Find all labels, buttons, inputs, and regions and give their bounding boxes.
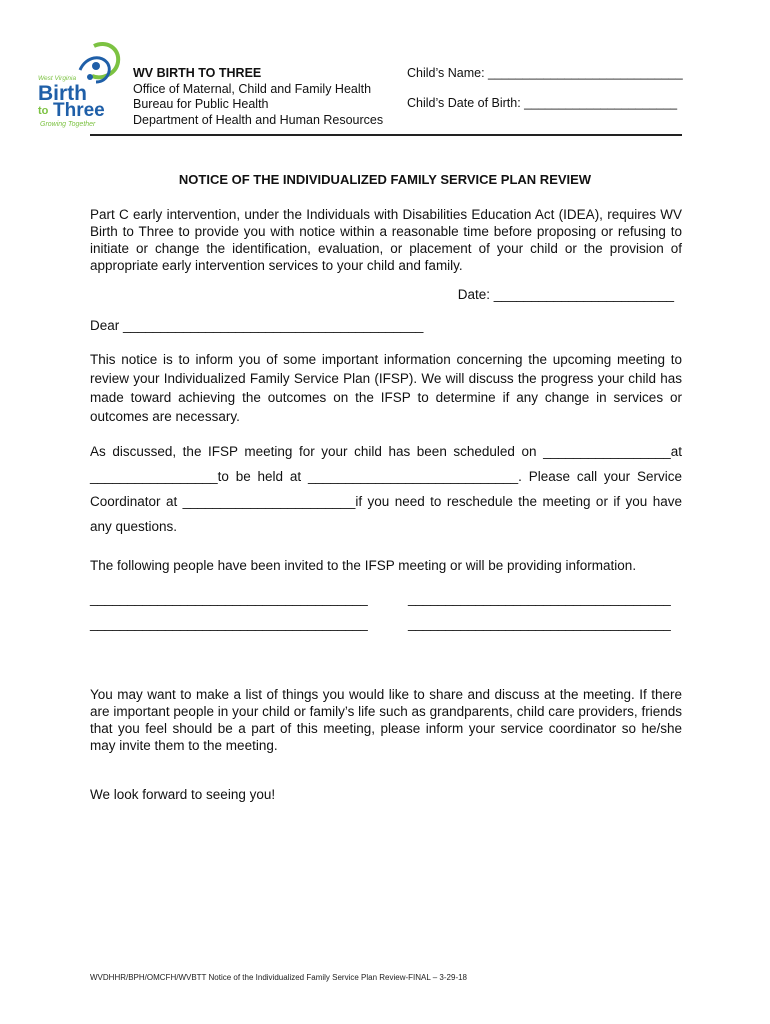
- share-paragraph: You may want to make a list of things you would like to share and discuss at the meeting. If there are important people in your child or family’s life such as grandparents, child care providers, friends that you feel should be a part of this meeting, please inform your service coordinator so he/she may invite them to the meeting.: [90, 687, 682, 753]
- birth-to-three-logo: [36, 40, 128, 128]
- organization-block: [133, 66, 383, 128]
- purpose-paragraph: This notice is to inform you of some important information concerning the upcoming meeting to review your Individualized Family Service Plan (IFSP). We will discuss the progress your child has made toward achieving the outcomes on the IFSP to determine if any change in services or outcomes are necessary.: [90, 352, 682, 424]
- child-info-block: [407, 66, 683, 111]
- date-field[interactable]: Date: ________________________: [457, 287, 674, 302]
- invitee-line[interactable]: ___________________________________: [408, 591, 671, 606]
- logo-three: Three: [53, 100, 105, 121]
- org-name: WV BIRTH TO THREE: [133, 66, 262, 80]
- child-name-field[interactable]: Child’s Name: ____________________________: [407, 66, 683, 80]
- closing-line: We look forward to seeing you!: [90, 787, 276, 802]
- org-line: Bureau for Public Health: [133, 97, 269, 111]
- org-line: Department of Health and Human Resources: [133, 112, 384, 127]
- logo-state: West Virginia: [38, 75, 77, 82]
- logo-birth: Birth: [38, 82, 87, 105]
- salutation-field[interactable]: Dear ________________________________________: [90, 318, 424, 333]
- logo-tagline: Growing Together: [40, 121, 96, 128]
- invitee-line[interactable]: ___________________________________: [408, 616, 671, 631]
- invitee-line[interactable]: _____________________________________: [90, 616, 368, 631]
- invitee-line[interactable]: _____________________________________: [90, 591, 368, 606]
- child-dob-field[interactable]: Child’s Date of Birth: ______________________: [407, 95, 678, 110]
- invitees-intro: The following people have been invited to the IFSP meeting or will be providing information.: [90, 558, 637, 573]
- org-line: Office of Maternal, Child and Family Health: [133, 81, 372, 96]
- intro-paragraph: Part C early intervention, under the Individuals with Disabilities Education Act (IDEA), requires WV Birth to Three to provide you with notice within a reasonable time before proposing or refusing to initiate or change the identification, evaluation, or placement of your child or the provision of appropriate early intervention services to your child and family.: [90, 207, 682, 273]
- logo-to: to: [38, 105, 49, 117]
- schedule-paragraph[interactable]: As discussed, the IFSP meeting for your child has been scheduled on _________________at _________________to be held at ____________________________. Please call your Service Coordinator at _______________________if you need to reschedule the meeting or if you have any questions.: [90, 444, 682, 534]
- logo-graphic: [36, 40, 128, 128]
- document-title: NOTICE OF THE INDIVIDUALIZED FAMILY SERVICE PLAN REVIEW: [178, 172, 592, 187]
- footer-text: WVDHHR/BPH/OMCFH/WVBTT Notice of the Individualized Family Service Plan Review-FINAL – 3-29-18: [90, 973, 467, 982]
- header-divider: [90, 134, 682, 136]
